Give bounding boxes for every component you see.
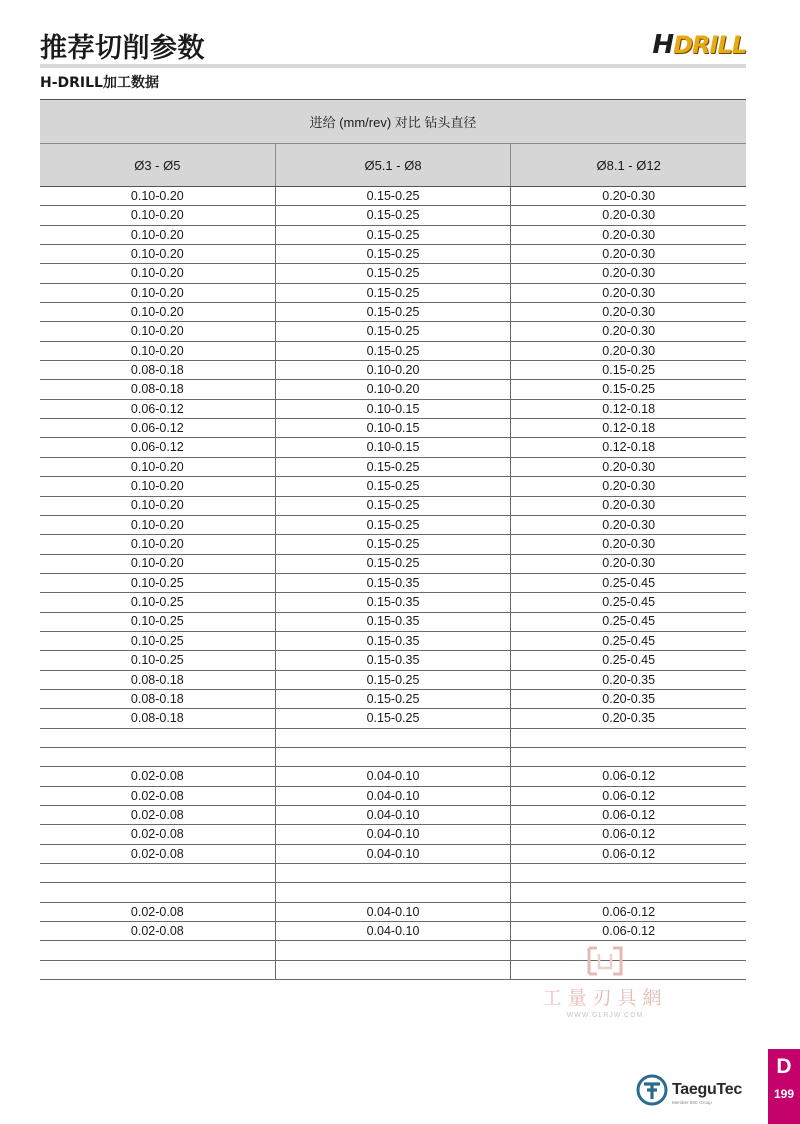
table-cell: 0.04-0.10 [275, 767, 511, 785]
table-cell [510, 883, 746, 901]
table-row [40, 322, 746, 341]
table-cell: 0.04-0.10 [275, 787, 511, 805]
table-cell: 0.10-0.20 [130, 324, 184, 339]
table-cell: 0.15-0.25 [275, 264, 511, 282]
table-cell: 0.10-0.20 [130, 266, 184, 281]
table-cell [40, 729, 275, 747]
table-cell: 0.04-0.10 [275, 806, 511, 824]
table-row [40, 555, 746, 574]
table-cell: 0.02-0.08 [130, 827, 184, 842]
table-cell: 0.10-0.15 [275, 438, 511, 456]
table-cell: 0.02-0.08 [130, 769, 184, 784]
table-cell: 0.10-0.20 [130, 517, 184, 532]
table-row [40, 671, 746, 690]
table-cell: 0.10-0.20 [130, 188, 184, 203]
table-cell: 0.02-0.08 [130, 807, 184, 822]
table-row [40, 206, 746, 225]
table-cell: 0.10-0.20 [130, 479, 184, 494]
table-cell: 0.15-0.25 [275, 709, 511, 727]
table-cell: 0.25-0.45 [510, 632, 746, 650]
table-cell: 0.06-0.12 [510, 806, 746, 824]
taegutec-wordmark: TaeguTec [672, 1081, 742, 1098]
table-row [40, 922, 746, 941]
table-cell [40, 961, 275, 979]
table-cell: 0.15-0.25 [275, 671, 511, 689]
table-cell: 0.02-0.08 [130, 923, 184, 938]
cutting-data-table [40, 99, 746, 980]
table-row [40, 767, 746, 786]
table-cell: 0.20-0.30 [510, 322, 746, 340]
table-cell: 0.10-0.20 [275, 380, 511, 398]
table-cell: 0.08-0.18 [130, 672, 184, 687]
table-cell: 0.02-0.08 [130, 788, 184, 803]
column-header-d5-8: Ø5.1 - Ø8 [275, 144, 511, 186]
table-cell: 0.15-0.35 [275, 613, 511, 631]
table-cell: 0.06-0.12 [130, 401, 184, 416]
table-cell [40, 941, 275, 959]
table-cell: 0.15-0.25 [275, 458, 511, 476]
table-cell: 0.15-0.25 [510, 361, 746, 379]
table-cell: 0.15-0.35 [275, 632, 511, 650]
table-row [40, 593, 746, 612]
table-cell: 0.04-0.10 [275, 922, 511, 940]
table-cell: 0.08-0.18 [130, 363, 184, 378]
title-rule [40, 64, 746, 68]
table-row [40, 690, 746, 709]
table-row [40, 226, 746, 245]
table-row [40, 613, 746, 632]
watermark-url: WWW.GLRJW.COM [566, 1012, 644, 1019]
table-cell: 0.10-0.20 [130, 537, 184, 552]
table-row [40, 748, 746, 767]
table-cell: 0.15-0.25 [275, 322, 511, 340]
table-cell: 0.10-0.20 [130, 343, 184, 358]
table-cell: 0.04-0.10 [275, 845, 511, 863]
table-row [40, 787, 746, 806]
table-row [40, 864, 746, 883]
taegutec-tagline: Member IMC Group [672, 1100, 712, 1105]
table-cell: 0.10-0.25 [130, 595, 184, 610]
table-cell: 0.12-0.18 [510, 438, 746, 456]
table-row [40, 651, 746, 670]
table-cell: 0.04-0.10 [275, 903, 511, 921]
table-cell: 0.15-0.25 [275, 555, 511, 573]
page-subtitle: H-DRILL加工数据 [40, 75, 159, 91]
table-row [40, 806, 746, 825]
table-cell: 0.10-0.20 [275, 361, 511, 379]
table-cell: 0.10-0.25 [130, 575, 184, 590]
table-column-headers [40, 144, 746, 187]
table-cell: 0.20-0.35 [510, 671, 746, 689]
table-cell: 0.15-0.25 [275, 303, 511, 321]
table-cell: 0.10-0.20 [130, 556, 184, 571]
table-cell: 0.12-0.18 [510, 419, 746, 437]
table-cell: 0.10-0.15 [275, 419, 511, 437]
table-cell: 0.06-0.12 [130, 440, 184, 455]
table-cell [275, 748, 511, 766]
table-cell: 0.20-0.30 [510, 226, 746, 244]
watermark-text: 工量刃具網 [542, 987, 668, 1009]
table-cell: 0.20-0.30 [510, 458, 746, 476]
table-row [40, 497, 746, 516]
table-cell [510, 748, 746, 766]
table-cell: 0.20-0.30 [510, 342, 746, 360]
table-cell: 0.10-0.20 [130, 246, 184, 261]
table-cell [510, 729, 746, 747]
hdrill-logo [652, 32, 746, 58]
table-cell: 0.15-0.25 [275, 284, 511, 302]
table-cell: 0.15-0.25 [275, 516, 511, 534]
column-header-d8-12: Ø8.1 - Ø12 [510, 144, 746, 186]
table-cell [275, 941, 511, 959]
table-cell: 0.20-0.30 [510, 187, 746, 205]
table-cell: 0.02-0.08 [130, 846, 184, 861]
table-cell: 0.15-0.25 [275, 477, 511, 495]
table-cell: 0.20-0.30 [510, 535, 746, 553]
column-header-d3-5: Ø3 - Ø5 [134, 157, 181, 173]
table-cell: 0.10-0.20 [130, 498, 184, 513]
table-row [40, 438, 746, 457]
table-cell: 0.10-0.20 [130, 304, 184, 319]
table-cell: 0.15-0.25 [275, 226, 511, 244]
table-row [40, 903, 746, 922]
table-cell: 0.06-0.12 [510, 922, 746, 940]
table-cell: 0.25-0.45 [510, 593, 746, 611]
watermark-logo-icon [585, 946, 625, 976]
watermark [530, 946, 680, 1019]
table-cell: 0.20-0.30 [510, 477, 746, 495]
table-row [40, 729, 746, 748]
table-row [40, 709, 746, 728]
hdrill-logo-h: H [652, 30, 674, 60]
hdrill-logo-drill: DRILL [673, 31, 746, 59]
table-row [40, 361, 746, 380]
table-row [40, 574, 746, 593]
table-row [40, 845, 746, 864]
table-cell: 0.06-0.12 [510, 767, 746, 785]
table-cell [275, 864, 511, 882]
table-cell: 0.20-0.30 [510, 206, 746, 224]
table-row [40, 535, 746, 554]
table-cell: 0.10-0.20 [130, 208, 184, 223]
table-cell: 0.15-0.35 [275, 574, 511, 592]
table-row [40, 400, 746, 419]
table-cell [40, 748, 275, 766]
table-row [40, 632, 746, 651]
table-row [40, 264, 746, 283]
table-cell [510, 864, 746, 882]
table-cell: 0.20-0.35 [510, 690, 746, 708]
table-cell: 0.25-0.45 [510, 613, 746, 631]
table-cell: 0.08-0.18 [130, 711, 184, 726]
table-cell [275, 883, 511, 901]
taegutec-logo [636, 1074, 742, 1106]
table-cell: 0.06-0.12 [510, 787, 746, 805]
table-cell: 0.06-0.12 [510, 825, 746, 843]
table-row [40, 342, 746, 361]
table-body [40, 187, 746, 980]
table-row [40, 303, 746, 322]
table-cell: 0.12-0.18 [510, 400, 746, 418]
table-cell: 0.06-0.12 [510, 845, 746, 863]
table-cell: 0.10-0.15 [275, 400, 511, 418]
table-cell: 0.15-0.25 [275, 206, 511, 224]
table-cell: 0.04-0.10 [275, 825, 511, 843]
table-cell: 0.20-0.30 [510, 497, 746, 515]
table-cell: 0.15-0.25 [510, 380, 746, 398]
table-cell: 0.10-0.25 [130, 653, 184, 668]
table-cell: 0.08-0.18 [130, 691, 184, 706]
table-cell: 0.20-0.30 [510, 245, 746, 263]
table-row [40, 419, 746, 438]
table-cell: 0.20-0.30 [510, 303, 746, 321]
table-cell: 0.02-0.08 [130, 904, 184, 919]
section-letter: D [776, 1055, 792, 1078]
table-cell: 0.15-0.35 [275, 651, 511, 669]
table-cell: 0.06-0.12 [130, 421, 184, 436]
table-cell [275, 729, 511, 747]
table-row [40, 883, 746, 902]
table-cell: 0.20-0.30 [510, 264, 746, 282]
page-number: 199 [773, 1087, 795, 1101]
table-row [40, 825, 746, 844]
table-row [40, 516, 746, 535]
table-cell: 0.15-0.25 [275, 690, 511, 708]
table-cell [275, 961, 511, 979]
table-cell: 0.15-0.25 [275, 342, 511, 360]
table-cell: 0.15-0.25 [275, 497, 511, 515]
table-cell: 0.20-0.30 [510, 516, 746, 534]
table-cell [40, 883, 275, 901]
table-row [40, 477, 746, 496]
table-cell: 0.10-0.25 [130, 614, 184, 629]
table-cell: 0.10-0.20 [130, 227, 184, 242]
table-cell: 0.25-0.45 [510, 574, 746, 592]
table-main-header: 进给 (mm/rev) 对比 钻头直径 [40, 99, 746, 144]
table-cell: 0.20-0.35 [510, 709, 746, 727]
table-cell: 0.08-0.18 [130, 382, 184, 397]
table-row [40, 284, 746, 303]
table-cell: 0.15-0.25 [275, 245, 511, 263]
table-cell [40, 864, 275, 882]
table-row [40, 187, 746, 206]
section-tab [768, 1049, 800, 1124]
table-cell: 0.25-0.45 [510, 651, 746, 669]
table-cell: 0.10-0.20 [130, 285, 184, 300]
table-cell: 0.06-0.12 [510, 903, 746, 921]
page-title: 推荐切削参数 [40, 33, 205, 64]
table-cell: 0.20-0.30 [510, 284, 746, 302]
table-row [40, 380, 746, 399]
table-cell: 0.15-0.25 [275, 187, 511, 205]
table-cell: 0.15-0.35 [275, 593, 511, 611]
table-cell: 0.10-0.20 [130, 459, 184, 474]
table-cell: 0.15-0.25 [275, 535, 511, 553]
table-cell: 0.10-0.25 [130, 633, 184, 648]
table-row [40, 245, 746, 264]
taegutec-emblem-icon [636, 1074, 668, 1106]
table-cell: 0.20-0.30 [510, 555, 746, 573]
table-row [40, 458, 746, 477]
